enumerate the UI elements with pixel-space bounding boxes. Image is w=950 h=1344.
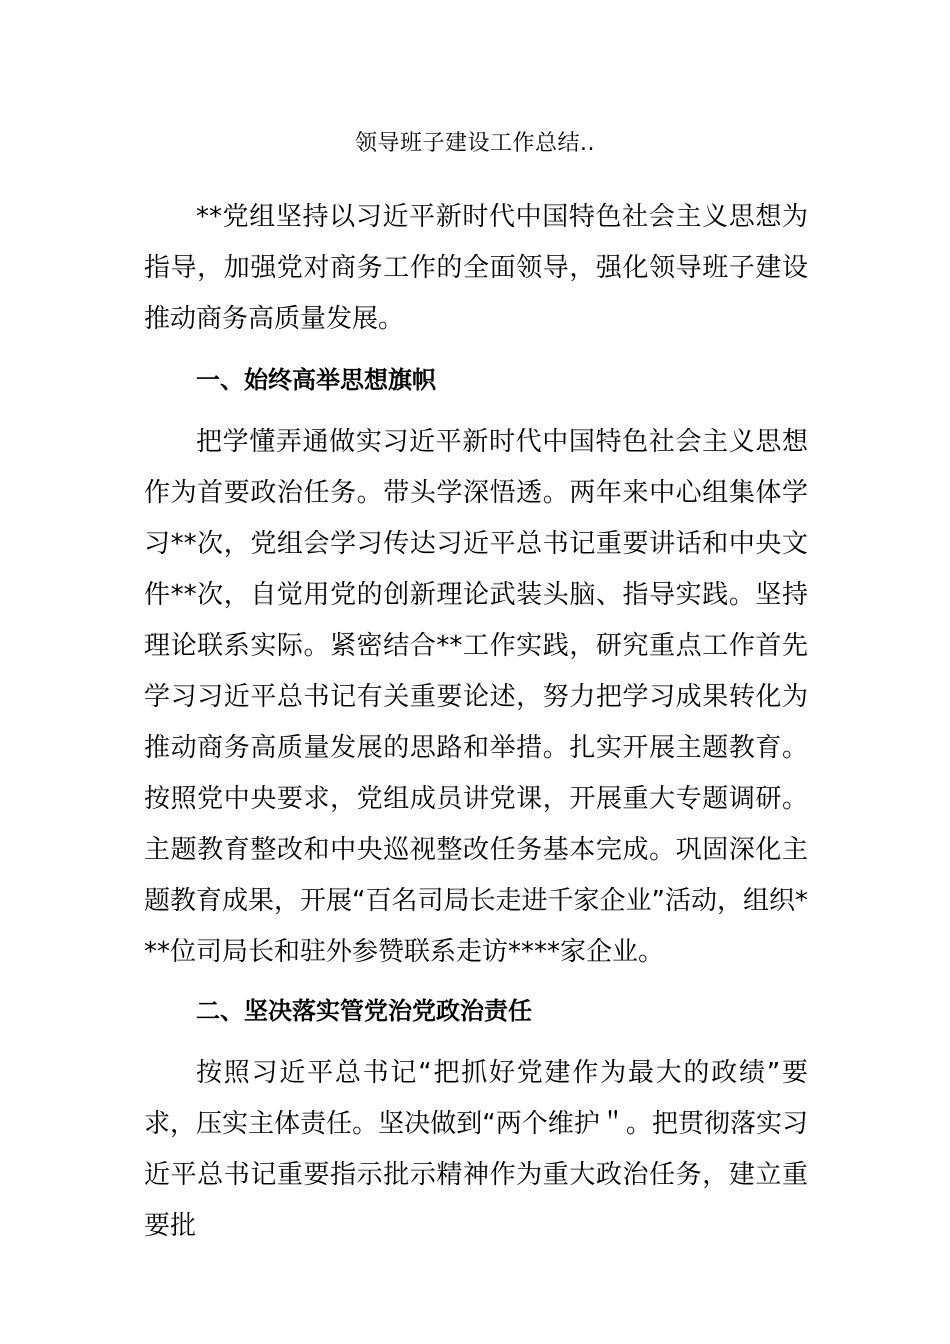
section-2-paragraph: 按照习近平总书记“把抓好党建作为最大的政绩”要求，压实主体责任。坚决做到“两个维护＂。把贯彻落实习近平总书记重要指示批示精神作为重大政治任务，建立重要批 bbox=[144, 1058, 808, 1241]
section-2-heading: 二、坚决落实管党治党政治责任 bbox=[196, 997, 532, 1025]
intro-paragraph: **党组坚持以习近平新时代中国特色社会主义思想为指导，加强党对商务工作的全面领导，强化领导班子建设推动商务高质量发展。 bbox=[144, 202, 808, 334]
document-title: 领导班子建设工作总结.. bbox=[355, 131, 595, 156]
section-1-paragraph: 把学懂弄通做实习近平新时代中国特色社会主义思想作为首要政治任务。带头学深悟透。两年来中心组集体学习**次，党组会学习传达习近平总书记重要讲话和中央文件**次，自觉用党的创新理论武装头脑、指导实践。坚持理论联系实际。紧密结合**工作实践，研究重点工作首先学习习近平总书记有关重要论述，努力把学习成果转化为推动商务高质量发展的思路和举措。扎实开展主题教育。按照党中央要求，党组成员讲党课，开展重大专题调研。主题教育整改和中央巡视整改任务基本完成。巩固深化主题教育成果，开展“百名司局长走进千家企业”活动，组织***位司局长和驻外参赞联系走访****家企业。 bbox=[144, 427, 808, 967]
section-1-heading: 一、始终高举思想旗帜 bbox=[196, 366, 436, 394]
